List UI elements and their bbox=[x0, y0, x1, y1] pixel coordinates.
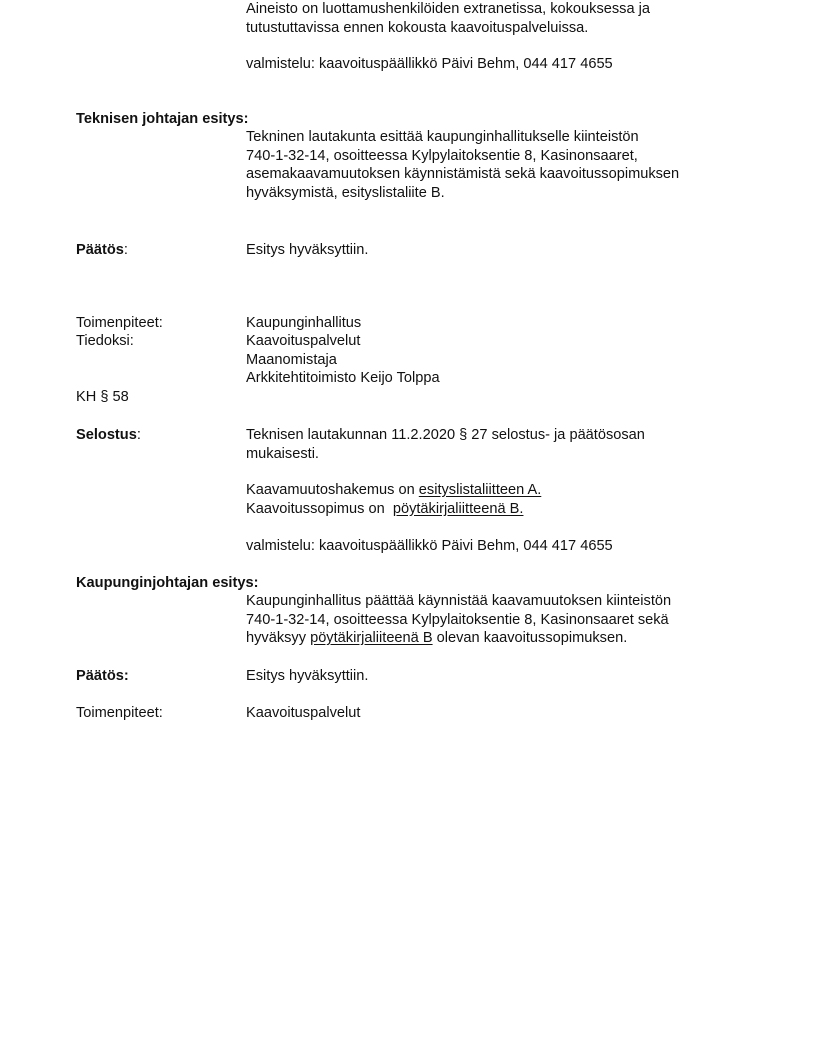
mayor-proposal-heading: Kaupunginjohtajan esitys: bbox=[76, 575, 259, 591]
explanation-label-bold: Selostus bbox=[76, 427, 137, 443]
agreement-attachment-link[interactable]: pöytäkirjaliitteenä B. bbox=[392, 500, 524, 517]
explanation-text bbox=[246, 426, 645, 463]
agreement-prefix: Kaavoitussopimus on bbox=[246, 500, 393, 517]
technical-proposal-line: Tekninen lautakunta esittää kaupunginhallitukselle kiinteistön bbox=[246, 129, 639, 145]
mayor-proposal-line: 740-1-32-14, osoitteessa Kylpylaitoksentie 8, Kasinonsaaret sekä bbox=[246, 611, 669, 628]
explanation-line: mukaisesti. bbox=[246, 445, 319, 462]
mayor-proposal-prefix: hyväksyy bbox=[246, 630, 311, 646]
application-prefix: Kaavamuutoshakemus on bbox=[246, 482, 419, 498]
explanation-line: Teknisen lautakunnan 11.2.2020 § 27 selostus- ja päätösosan bbox=[246, 427, 645, 443]
technical-proposal-line: asemakaavamuutoksen käynnistämistä sekä kaavoitussopimuksen bbox=[246, 166, 680, 182]
preparer-line: valmistelu: kaavoituspäällikkö Päivi Behm, 044 417 4655 bbox=[246, 538, 613, 554]
explanation-label-colon: : bbox=[136, 427, 141, 443]
decision-text: Esitys hyväksyttiin. bbox=[246, 668, 369, 684]
decision-label: Päätös: bbox=[76, 668, 129, 684]
recipient-item: Maanomistaja bbox=[246, 351, 337, 368]
technical-proposal-line: 740-1-32-14, osoitteessa Kylpylaitoksentie 8, Kasinonsaaret, bbox=[246, 147, 638, 164]
application-attachment-link[interactable]: esityslistaliitteen A. bbox=[418, 482, 542, 498]
recipient-item: Arkkitehtitoimisto Keijo Tolppa bbox=[246, 370, 440, 386]
actions-label: Toimenpiteet: bbox=[76, 705, 163, 721]
recipient-item: Kaavoituspalvelut bbox=[246, 333, 361, 349]
intro-line: Aineisto on luottamushenkilöiden extranetissa, kokouksessa ja bbox=[246, 1, 650, 17]
section-reference: KH § 58 bbox=[76, 389, 129, 405]
application-line bbox=[246, 481, 541, 500]
explanation-label bbox=[76, 426, 141, 445]
attachments-block bbox=[246, 481, 541, 518]
agreement-minutes-link[interactable]: pöytäkirjaliiteenä B bbox=[310, 630, 433, 646]
decision-text: Esitys hyväksyttiin. bbox=[246, 242, 369, 258]
mayor-proposal-line bbox=[246, 629, 671, 648]
for-info-label: Tiedoksi: bbox=[76, 333, 134, 349]
decision-label-colon: : bbox=[123, 242, 128, 258]
decision-label-bold: Päätös bbox=[76, 242, 124, 258]
agreement-line bbox=[246, 500, 541, 519]
mayor-proposal-text bbox=[246, 592, 671, 648]
decision-label bbox=[76, 241, 128, 260]
technical-proposal-line: hyväksymistä, esityslistaliite B. bbox=[246, 184, 445, 201]
intro-line: tutustuttavissa ennen kokousta kaavoituspalveluissa. bbox=[246, 19, 589, 36]
actions-value: Kaupunginhallitus bbox=[246, 315, 362, 331]
actions-label: Toimenpiteet: bbox=[76, 315, 163, 331]
mayor-proposal-suffix: olevan kaavoitussopimuksen. bbox=[432, 630, 628, 646]
preparer-line: valmistelu: kaavoituspäällikkö Päivi Behm, 044 417 4655 bbox=[246, 56, 613, 72]
technical-proposal-heading: Teknisen johtajan esitys: bbox=[76, 111, 249, 127]
mayor-proposal-line: Kaupunginhallitus päättää käynnistää kaavamuutoksen kiinteistön bbox=[246, 593, 672, 609]
intro-paragraph bbox=[246, 0, 650, 37]
for-info-recipients bbox=[246, 332, 440, 388]
technical-proposal-text bbox=[246, 128, 679, 202]
actions-value: Kaavoituspalvelut bbox=[246, 705, 361, 721]
